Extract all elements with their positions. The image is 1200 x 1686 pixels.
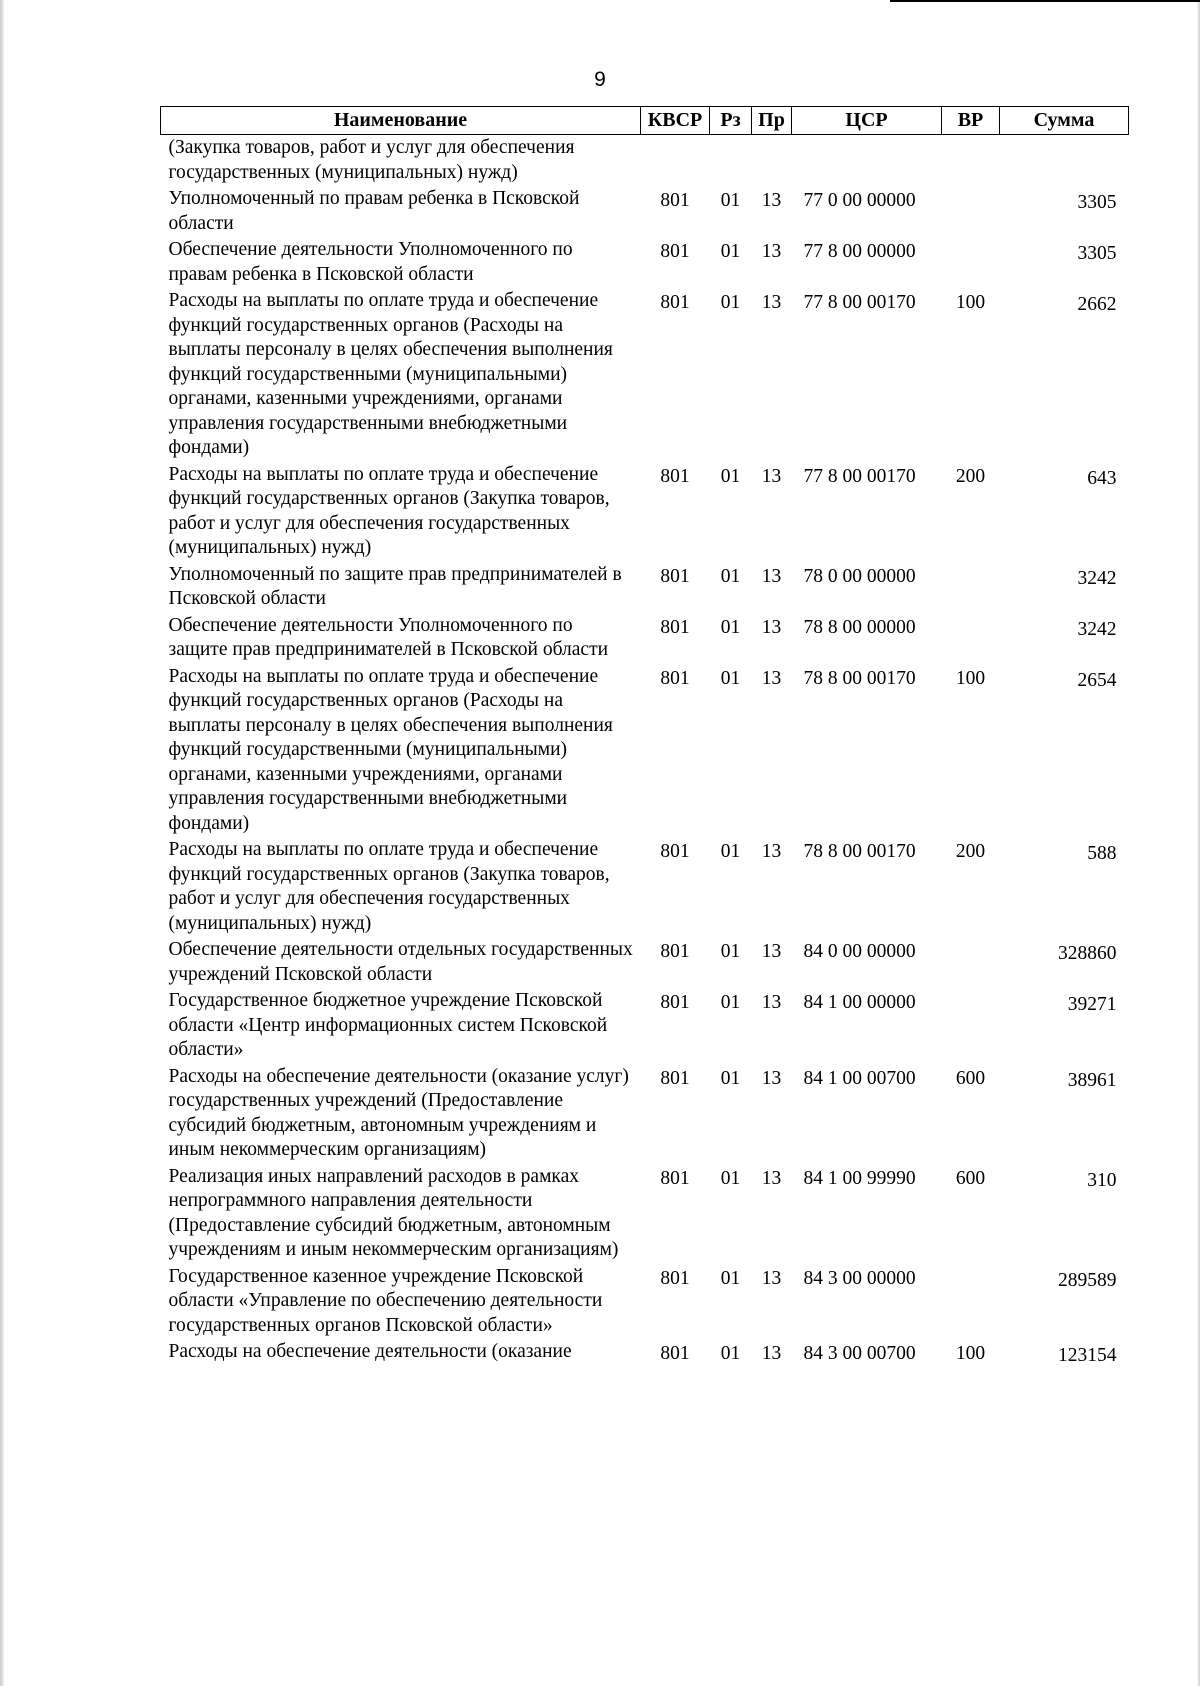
cell-pr: 13 bbox=[761, 465, 782, 487]
table-row bbox=[161, 937, 1129, 988]
table-row bbox=[161, 1264, 1129, 1340]
cell-name: Обеспечение деятельности Уполномоченного по правам ребенка в Псковской области bbox=[168, 239, 573, 285]
table-row bbox=[161, 1339, 1129, 1370]
cell-kvsr: 801 bbox=[660, 292, 690, 313]
cell-sum: 310 bbox=[1087, 1169, 1117, 1191]
cell-name: Обеспечение деятельности отдельных государственных учреждений Псковской области bbox=[168, 939, 633, 985]
cell-vr: 100 bbox=[955, 667, 986, 689]
cell-csr: 84 3 00 00000 bbox=[803, 1267, 916, 1289]
cell-sum bbox=[1000, 135, 1129, 187]
cell-csr: 77 8 00 00170 bbox=[803, 292, 916, 313]
cell-name: Государственное казенное учреждение Псковской области «Управление по обеспечению деятельности государственных органов Псковской области» bbox=[168, 1265, 603, 1336]
cell-sum: 2654 bbox=[1077, 669, 1117, 691]
cell-csr: 77 8 00 00170 bbox=[803, 465, 916, 487]
cell-vr bbox=[942, 988, 1000, 1064]
cell-vr bbox=[942, 1264, 1000, 1340]
cell-name: Расходы на выплаты по оплате труда и обеспечение функций государственных органов (Закупка товаров, работ и услуг для обеспечения государственных (муниципальных) нужд) bbox=[168, 463, 610, 558]
cell-sum: 39271 bbox=[1067, 994, 1117, 1015]
cell-vr bbox=[942, 562, 1000, 613]
cell-vr bbox=[942, 186, 1000, 237]
cell-vr: 600 bbox=[955, 1167, 986, 1189]
page-number: 9 bbox=[594, 68, 606, 91]
cell-csr: 77 8 00 00000 bbox=[803, 241, 916, 262]
cell-kvsr: 801 bbox=[660, 1167, 690, 1189]
cell-vr bbox=[942, 613, 1000, 664]
cell-csr bbox=[792, 135, 942, 187]
cell-csr: 78 0 00 00000 bbox=[803, 565, 916, 587]
cell-kvsr: 801 bbox=[660, 565, 690, 587]
cell-kvsr: 801 bbox=[660, 1343, 690, 1364]
cell-rz: 01 bbox=[720, 992, 741, 1013]
header-pr: Пр bbox=[752, 107, 792, 135]
cell-name: Уполномоченный по защите прав предпринимателей в Псковской области bbox=[168, 563, 622, 609]
cell-pr: 13 bbox=[761, 992, 782, 1013]
cell-pr: 13 bbox=[761, 1267, 782, 1289]
cell-name: Государственное бюджетное учреждение Псковской области «Центр информационных систем Псковской области» bbox=[168, 990, 608, 1060]
cell-csr: 78 8 00 00170 bbox=[803, 667, 916, 689]
table-row bbox=[161, 562, 1129, 613]
cell-name: Обеспечение деятельности Уполномоченного по защите прав предпринимателей в Псковской области bbox=[168, 614, 609, 660]
table-body bbox=[161, 135, 1129, 1370]
cell-pr: 13 bbox=[761, 841, 782, 862]
cell-rz: 01 bbox=[720, 941, 741, 962]
header-kvsr: КВСР bbox=[641, 107, 710, 135]
cell-rz: 01 bbox=[720, 565, 741, 587]
cell-vr: 600 bbox=[955, 1067, 986, 1089]
header-name: Наименование bbox=[161, 107, 641, 135]
cell-rz: 01 bbox=[720, 1343, 741, 1364]
cell-vr: 100 bbox=[955, 1343, 986, 1364]
cell-csr: 84 0 00 00000 bbox=[803, 941, 916, 962]
cell-name: Расходы на выплаты по оплате труда и обеспечение функций государственных органов (Расходы на выплаты персоналу в целях обеспечения выполнения функций государственными (муниципальными) органами, казенными учреждениями, органами управления государственными внебюджетными фондами) bbox=[168, 290, 613, 458]
cell-rz: 01 bbox=[720, 1067, 741, 1089]
cell-rz: 01 bbox=[720, 241, 741, 262]
cell-pr bbox=[752, 135, 792, 187]
cell-kvsr: 801 bbox=[660, 1067, 690, 1089]
cell-kvsr: 801 bbox=[660, 667, 690, 689]
cell-pr: 13 bbox=[761, 667, 782, 689]
cell-vr: 200 bbox=[955, 465, 986, 487]
cell-name: Расходы на выплаты по оплате труда и обеспечение функций государственных органов (Закупка товаров, работ и услуг для обеспечения государственных (муниципальных) нужд) bbox=[168, 839, 610, 934]
table-row bbox=[161, 837, 1129, 937]
cell-csr: 77 0 00 00000 bbox=[803, 190, 916, 211]
cell-kvsr: 801 bbox=[660, 941, 690, 962]
cell-csr: 78 8 00 00170 bbox=[803, 841, 916, 862]
cell-csr: 78 8 00 00000 bbox=[803, 616, 916, 638]
header-sum: Сумма bbox=[1000, 107, 1129, 135]
cell-pr: 13 bbox=[761, 1167, 782, 1189]
cell-rz: 01 bbox=[720, 616, 741, 638]
cell-sum: 38961 bbox=[1067, 1069, 1117, 1091]
cell-pr: 13 bbox=[761, 1343, 782, 1364]
table-row bbox=[161, 186, 1129, 237]
cell-sum: 289589 bbox=[1058, 1269, 1117, 1291]
scan-edge-left bbox=[0, 0, 4, 1686]
header-vr: ВР bbox=[942, 107, 1000, 135]
cell-csr: 84 3 00 00700 bbox=[803, 1343, 916, 1364]
cell-kvsr: 801 bbox=[660, 841, 690, 862]
table-row bbox=[161, 613, 1129, 664]
cell-vr bbox=[942, 135, 1000, 187]
cell-pr: 13 bbox=[761, 616, 782, 638]
cell-rz: 01 bbox=[720, 190, 741, 211]
table-row bbox=[161, 1164, 1129, 1264]
table-row bbox=[161, 988, 1129, 1064]
cell-rz: 01 bbox=[720, 841, 741, 862]
cell-csr: 84 1 00 00000 bbox=[803, 992, 916, 1013]
cell-csr: 84 1 00 99990 bbox=[803, 1167, 916, 1189]
cell-kvsr: 801 bbox=[660, 1267, 690, 1289]
header-csr: ЦСР bbox=[792, 107, 942, 135]
cell-sum: 3305 bbox=[1077, 192, 1117, 213]
table-row bbox=[161, 135, 1129, 187]
cell-rz: 01 bbox=[720, 465, 741, 487]
table-row bbox=[161, 288, 1129, 462]
cell-kvsr: 801 bbox=[660, 241, 690, 262]
cell-kvsr: 801 bbox=[660, 992, 690, 1013]
cell-name: Расходы на обеспечение деятельности (оказание bbox=[168, 1341, 572, 1362]
cell-sum: 123154 bbox=[1058, 1345, 1117, 1366]
table-row bbox=[161, 462, 1129, 562]
cell-sum: 2662 bbox=[1077, 294, 1117, 315]
cell-sum: 3242 bbox=[1077, 567, 1117, 589]
cell-kvsr: 801 bbox=[660, 465, 690, 487]
cell-pr: 13 bbox=[761, 1067, 782, 1089]
cell-sum: 588 bbox=[1087, 843, 1117, 864]
cell-pr: 13 bbox=[761, 941, 782, 962]
cell-name: Реализация иных направлений расходов в рамках непрограммного направления деятельности (Предоставление субсидий бюджетным, автономным учреждениям и иным некоммерческим организациям) bbox=[168, 1165, 619, 1260]
table-row bbox=[161, 664, 1129, 838]
budget-table bbox=[160, 106, 1129, 1370]
cell-name: Расходы на выплаты по оплате труда и обеспечение функций государственных органов (Расходы на выплаты персоналу в целях обеспечения выполнения функций государственными (муниципальными) органами, казенными учреждениями, органами управления государственными внебюджетными фондами) bbox=[168, 665, 613, 834]
cell-vr bbox=[942, 237, 1000, 288]
top-edge-line bbox=[890, 0, 1200, 2]
cell-vr: 200 bbox=[955, 841, 986, 862]
table-header-row bbox=[161, 107, 1129, 135]
cell-pr: 13 bbox=[761, 190, 782, 211]
cell-vr: 100 bbox=[955, 292, 986, 313]
table-row bbox=[161, 237, 1129, 288]
cell-rz: 01 bbox=[720, 292, 741, 313]
cell-kvsr: 801 bbox=[660, 190, 690, 211]
cell-pr: 13 bbox=[761, 241, 782, 262]
table-row bbox=[161, 1064, 1129, 1164]
cell-pr: 13 bbox=[761, 292, 782, 313]
header-rz: Рз bbox=[710, 107, 752, 135]
cell-rz bbox=[710, 135, 752, 187]
cell-name: Уполномоченный по правам ребенка в Псковской области bbox=[168, 188, 580, 234]
cell-pr: 13 bbox=[761, 565, 782, 587]
cell-kvsr bbox=[641, 135, 710, 187]
cell-sum: 3305 bbox=[1077, 243, 1117, 264]
cell-name: (Закупка товаров, работ и услуг для обеспечения государственных (муниципальных) нужд) bbox=[168, 137, 575, 183]
cell-sum: 3242 bbox=[1077, 618, 1117, 640]
cell-vr bbox=[942, 937, 1000, 988]
cell-rz: 01 bbox=[720, 1267, 741, 1289]
cell-sum: 643 bbox=[1087, 467, 1117, 489]
cell-csr: 84 1 00 00700 bbox=[803, 1067, 916, 1089]
cell-sum: 328860 bbox=[1058, 943, 1117, 964]
cell-rz: 01 bbox=[720, 1167, 741, 1189]
cell-name: Расходы на обеспечение деятельности (оказание услуг) государственных учреждений (Предоставление субсидий бюджетным, автономным учреждениям и иным некоммерческим организациям) bbox=[168, 1065, 629, 1160]
cell-rz: 01 bbox=[720, 667, 741, 689]
cell-kvsr: 801 bbox=[660, 616, 690, 638]
